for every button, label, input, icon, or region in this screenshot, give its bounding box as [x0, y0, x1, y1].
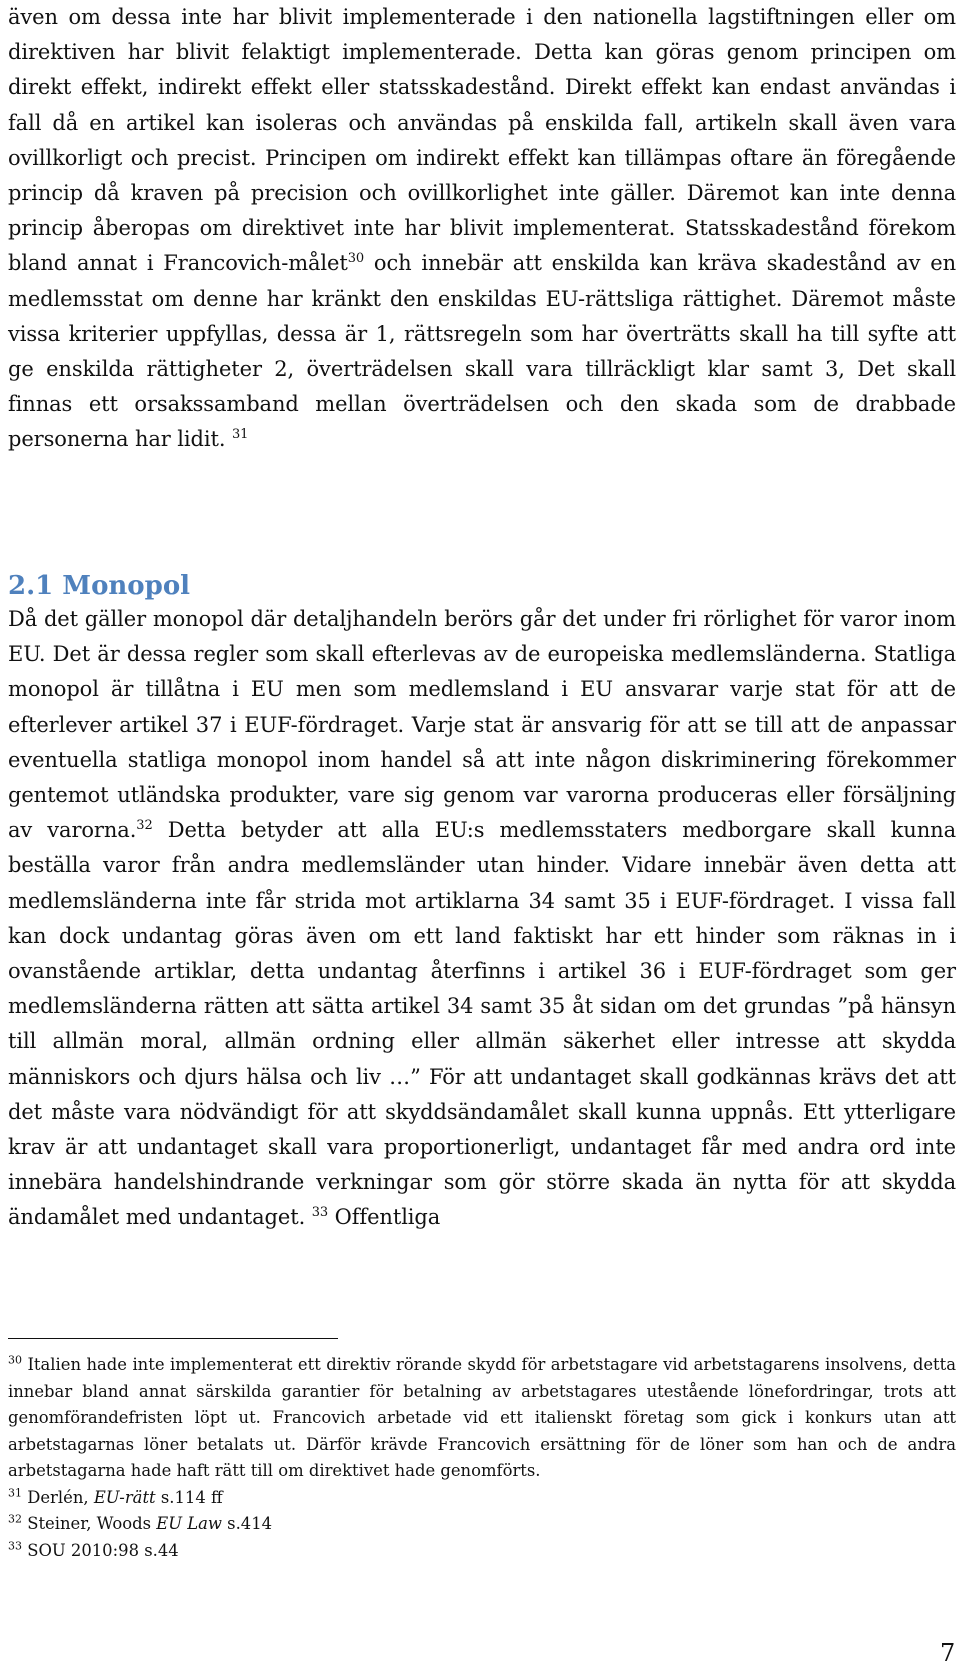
footnotes — [8, 1352, 956, 1564]
footnote-ref-32: 32 — [136, 818, 153, 834]
footnote-ref-31: 31 — [231, 427, 249, 443]
body-paragraph-1 — [8, 0, 956, 458]
footnote-pages: s.114 ff — [155, 1487, 223, 1507]
footnote-31 — [8, 1485, 956, 1512]
footnote-number: 33 — [8, 1539, 22, 1553]
footnote-32 — [8, 1511, 956, 1538]
footnote-33 — [8, 1538, 956, 1565]
paragraph-1-text-b: och innebär att enskilda kan kräva skadestånd av en medlemsstat om denne har kränkt den enskildas EU-rättsliga rättighet. Däremot måste vissa kriterier uppfyllas, dessa är 1, rättsregeln som har överträtts skall ha till syfte att ge enskilda rättigheter 2, överträdelsen skall vara tillräckligt klar samt 3, Det skall finnas ett orsakssamband mellan överträdelsen och den skada som de drabbade personerna har lidit. — [8, 251, 956, 452]
footnote-ref-33: 33 — [311, 1205, 329, 1221]
footnote-title: EU-rätt — [93, 1487, 156, 1507]
paragraph-2-text-a: Då det gäller monopol där detaljhandeln berörs går det under fri rörlighet för varor inom EU. Det är dessa regler som skall efterlevas av de europeiska medlemsländerna. Statliga monopol är tillåtna i EU men som medlemsland i EU ansvarar varje stat för att de efterlever artikel 37 i EUF-fördraget. Varje stat är ansvarig för att se till att de anpassar eventuella statliga monopol inom handel så att inte någon diskriminering förekommer gentemot utländska produkter, vare sig genom var varorna produceras eller försäljning av varorna. — [8, 607, 956, 843]
footnote-text: Italien hade inte implementerat ett direktiv rörande skydd för arbetstagare vid arbetstagarens insolvens, detta innebar bland annat särskilda garantier för betalning av arbetstagares utestående lönefordringar, trots att genomförandefristen löpt ut. Francovich arbetade vid ett italienskt företag som gick i konkurs utan att arbetstagarnas löner betalats ut. Därför krävde Francovich ersättning för de löner som han och de andra arbetstagarna hade haft rätt till om direktivet hade genomförts. — [8, 1355, 956, 1480]
footnote-title: EU Law — [156, 1514, 222, 1533]
body-paragraph-2 — [8, 602, 956, 1236]
footnote-30 — [8, 1352, 956, 1485]
footnote-author: Derlén, — [22, 1487, 94, 1507]
paragraph-1-text-a: även om dessa inte har blivit implementerade i den nationella lagstiftningen eller om direktiven har blivit felaktigt implementerade. Detta kan göras genom principen om direkt effekt, indirekt effekt eller statsskadestånd. Direkt effekt kan endast användas i fall då en artikel kan isoleras och användas på enskilda fall, artikeln skall även vara ovillkorligt och precist. Principen om indirekt effekt kan tillämpas oftare än föregående princip då kraven på precision och ovillkorlighet inte gäller. Däremot kan inte denna princip åberopas om direktivet inte har blivit implementerat. Statsskadestånd förekom bland annat i Francovich-målet — [8, 5, 956, 276]
paragraph-2-text-c: Offentliga — [328, 1205, 441, 1230]
section-heading: 2.1 Monopol — [8, 571, 191, 601]
paragraph-2-text-b: Detta betyder att alla EU:s medlemsstaters medborgare skall kunna beställa varor från andra medlemsländer utan hinder. Vidare innebär även detta att medlemsländerna inte får strida mot artiklarna 34 samt 35 i EUF-fördraget. I vissa fall kan dock undantag göras även om ett land faktiskt har ett hinder som räknas in i ovanstående artiklar, detta undantag återfinns i artikel 36 i EUF-fördraget som ger medlemsländerna rätten att sätta artikel 34 samt 35 åt sidan om det grundas ”på hänsyn till allmän moral, allmän ordning eller allmän säkerhet eller intresse att skydda människors och djurs hälsa och liv …” För att undantaget skall godkännas krävs det att det måste vara nödvändigt för att skyddsändamålet skall kunna uppnås. Ett ytterligare krav är att undantaget skall vara proportionerligt, undantaget får med andra ord inte innebära handelshindrande verkningar som gör större skada än nytta för att skydda ändamålet med undantaget. — [8, 818, 956, 1230]
footnote-ref-30: 30 — [347, 251, 365, 267]
footnote-author: Steiner, Woods — [22, 1514, 157, 1533]
footnote-pages: s.414 — [221, 1514, 273, 1533]
footnote-number: 30 — [8, 1353, 22, 1367]
page-number: 7 — [940, 1639, 956, 1667]
footnote-text: SOU 2010:98 s.44 — [22, 1540, 179, 1560]
footnote-number: 31 — [8, 1486, 22, 1500]
footnote-separator — [8, 1338, 338, 1339]
footnote-number: 32 — [8, 1512, 22, 1526]
